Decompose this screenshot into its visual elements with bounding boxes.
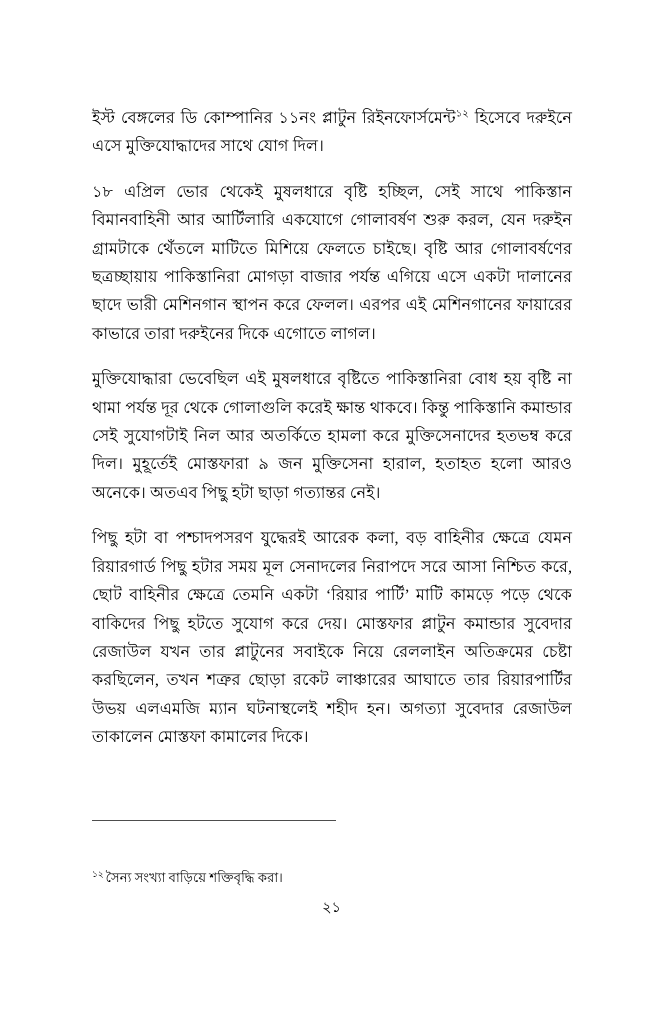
paragraph-4: পিছু হটা বা পশ্চাদপসরণ যুদ্ধেরই আরেক কলা, বড় বাহিনীর ক্ষেত্রে যেমন রিয়ারগার্ড পিছু হটার সময় মূল সেনাদলের নিরাপদে সরে আসা নিশ্চিত করে, ছোট বাহিনীর ক্ষেত্রে তেমনি একটা ‘রিয়ার পার্টি’ মাটি কামড়ে পড়ে থেকে বাকিদের পিছু হটতে সুযোগ করে দেয়। মোস্তফার প্লাটুন কমান্ডার সুবেদার রেজাউল যখন তার প্লাটুনের সবাইকে নিয়ে রেললাইন অতিক্রমের চেষ্টা করছিলেন, তখন শত্রুর ছোড়া রকেট লাঞ্চারের আঘাতে তার রিয়ারপার্টির উভয় এলএমজি ম্যান ঘটনাস্থলেই শহীদ হন। অগত্যা সুবেদার রেজাউল তাকালেন মোস্তফা কামালের দিকে। <box>92 529 572 747</box>
paragraph-1 <box>92 104 572 161</box>
paragraph-2: ১৮ এপ্রিল ভোর থেকেই মুষলধারে বৃষ্টি হচ্ছিল, সেই সাথে পাকিস্তান বিমানবাহিনী আর আর্টিলারি একযোগে গোলাবর্ষণ শুরু করল, যেন দরুইন গ্রামটাকে থেঁতলে মাটিতে মিশিয়ে ফেলতে চাইছে। বৃষ্টি আর গোলাবর্ষণের ছত্রচ্ছায়ায় পাকিস্তানিরা মোগড়া বাজার পর্যন্ত এগিয়ে এসে একটা দালানের ছাদে ভারী মেশিনগান স্থাপন করে ফেলল। এরপর এই মেশিনগানের ফায়ারের কাভারে তারা দরুইনের দিকে এগোতে লাগল। <box>92 182 572 343</box>
page-body <box>92 104 572 752</box>
footnote-number: ১২ <box>92 868 104 879</box>
footnote-reference-marker[interactable]: ১২ <box>455 108 469 120</box>
footnote-area <box>92 820 572 888</box>
footnote-entry <box>92 821 572 888</box>
paragraph-1-text-before-footnote: ইস্ট বেঙ্গলের ডি কোম্পানির ১১নং প্লাটুন রিইনফোর্সমেন্ট <box>92 109 456 127</box>
page-number: ২১ <box>322 900 341 916</box>
paragraph-3: মুক্তিযোদ্ধারা ভেবেছিল এই মুষলধারে বৃষ্টিতে পাকিস্তানিরা বোধ হয় বৃষ্টি না থামা পর্যন্ত দূর থেকে গোলাগুলি করেই ক্ষান্ত থাকবে। কিন্তু পাকিস্তানি কমান্ডার সেই সুযোগটাই নিল আর অতর্কিতে হামলা করে মুক্তিসেনাদের হতভম্ব করে দিল। মুহূর্তেই মোস্তফারা ৯ জন মুক্তিসেনা হারাল, হতাহত হলো আরও অনেকে। অতএব পিছু হটা ছাড়া গত্যান্তর নেই। <box>92 370 572 502</box>
paragraph-1-text-after-footnote: হিসেবে দরুইনে এসে মুক্তিযোদ্ধাদের সাথে যোগ দিল। <box>92 109 572 156</box>
footnote-body-text: সৈন্য সংখ্যা বাড়িয়ে শক্তিবৃদ্ধি করা। <box>105 870 283 885</box>
